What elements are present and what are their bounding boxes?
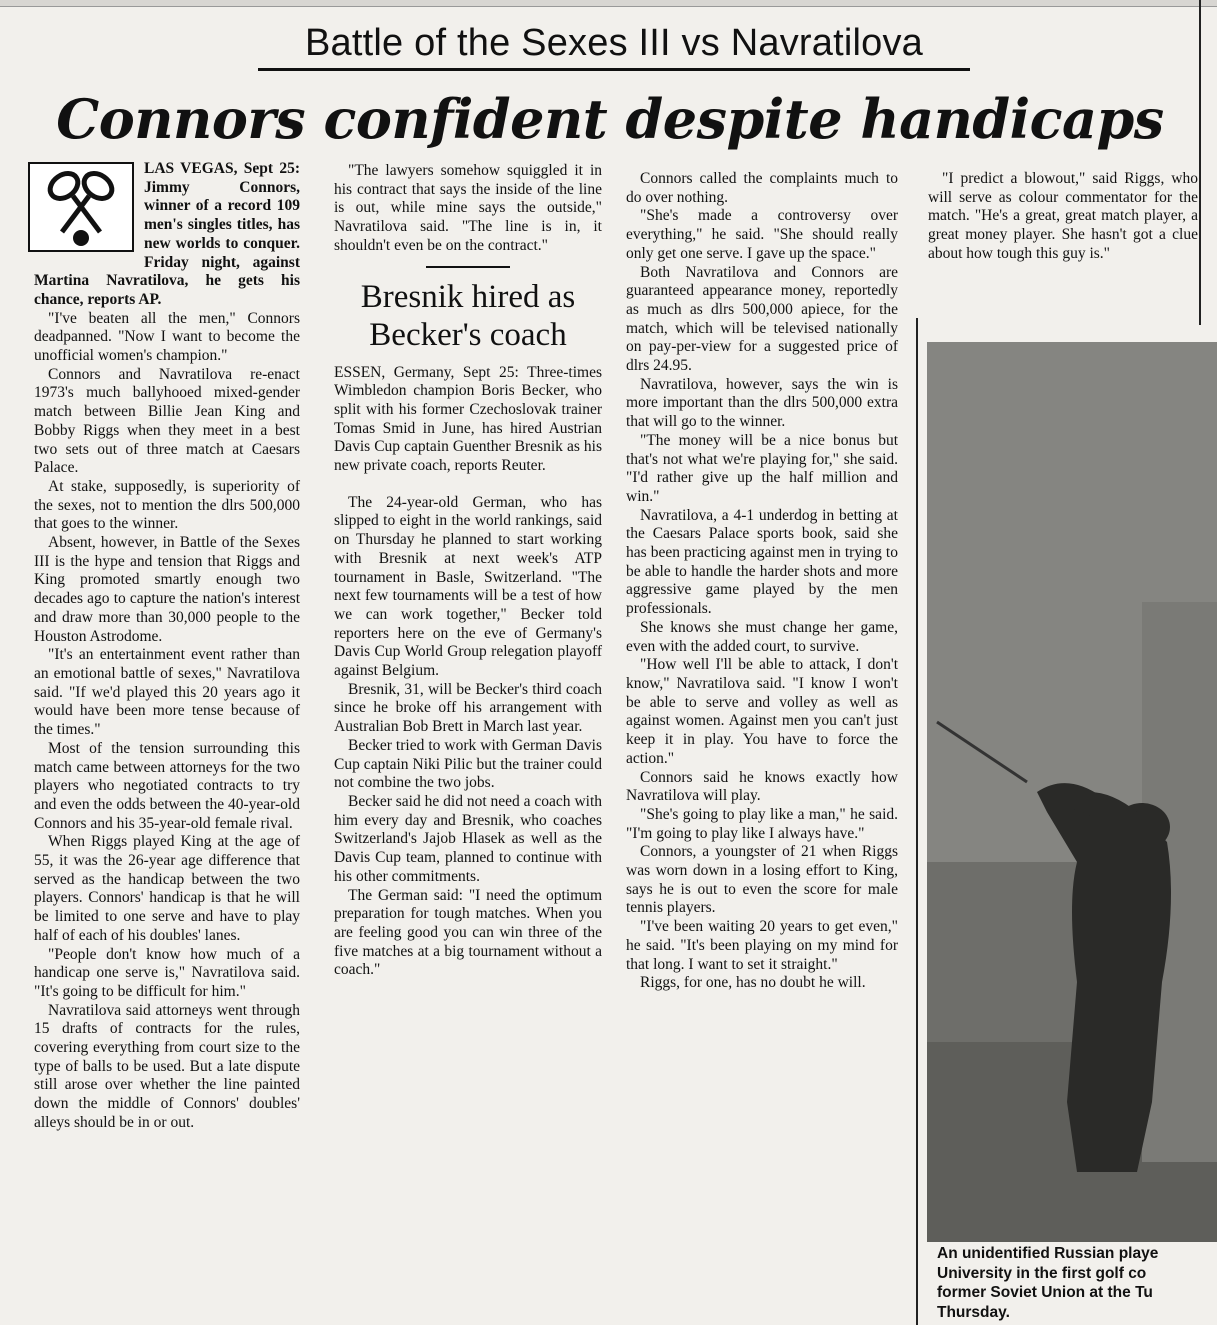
paragraph: "The money will be a nice bonus but that's not what we're playing for," she said. "I'd rather give up the half million and win." — [626, 431, 898, 505]
paragraph: Navratilova, however, says the win is more important than the dlrs 500,000 extra that will go to the winner. — [626, 375, 898, 431]
paragraph: At stake, supposedly, is superiority of the sexes, not to mention the dlrs 500,000 that goes to the winner. — [34, 477, 300, 533]
paragraph: "People don't know how much of a handicap one serve is," Navratilova said. "It's going to be difficult for him." — [34, 945, 300, 1000]
paragraph: Becker tried to work with German Davis Cup captain Niki Pilic but the trainer could not combine the two jobs. — [334, 736, 602, 792]
secondary-headline: Bresnik hired as Becker's coach — [360, 278, 576, 353]
kicker-headline: Battle of the Sexes III vs Navratilova — [258, 18, 970, 71]
paragraph: The 24-year-old German, who has slipped to eight in the world rankings, said on Thursday he planned to start working with Bresnik at next week's ATP tournament in Basle, Switzerland. "The next few tournaments will be a test of how we can work together," Becker told reporters here on the eve of Germany's Davis Cup World Group relegation playoff against Belgium. — [334, 493, 602, 680]
story-column-2 — [334, 162, 602, 980]
paragraph: "The lawyers somehow squiggled it in his contract that says the inside of the line is out, while mine says the outside," Navratilova said. "The line is in, it shouldn't even be on the contract." — [334, 162, 602, 254]
paragraph: Becker said he did not need a coach with him every day and Bresnik, who coaches Switzerland's Jajob Hlasek as well as the Davis Cup team, planned to continue with his other commitments. — [334, 792, 602, 885]
lede: Three-times Wimbledon champion Boris Becker, who split with his former Czechoslovak trainer Tomas Smid in June, has hired Austrian Davis Cup captain Guenther Bresnik as his new private coach, reports Reuter. — [334, 363, 602, 475]
paragraph: "It's an entertainment event rather than an emotional battle of sexes," Navratilova said. "If we'd played this 20 years ago it would have been more tense because of the times." — [34, 646, 300, 739]
golfer-photo — [927, 342, 1217, 1242]
lede: Jimmy Connors, winner of a record 109 men's singles titles, has new worlds to conquer. Friday night, against Martina Navratilova, he gets his chance, reports AP. — [34, 178, 300, 308]
column-divider — [1199, 0, 1201, 325]
paragraph: Navratilova said attorneys went through 15 drafts of contracts for the rules, covering everything from court size to the type of balls to be used. But a late dispute still arose over whether the line painted down the middle of Connors' doubles' alleys should be in or out. — [34, 1001, 300, 1131]
paragraph: "She's made a controversy over everything," he said. "She should really only get one serve. I gave up the space." — [626, 207, 898, 262]
paragraph: Connors, a youngster of 21 when Riggs was worn down in a losing effort to King, says he is out to even the score for male tennis players. — [626, 843, 898, 917]
tennis-rackets-icon — [28, 162, 134, 252]
paragraph: "I predict a blowout," said Riggs, who will serve as colour commentator for the match. "He's a great, great match player, a great money player. She hasn't got a clue about how tough this guy is." — [928, 170, 1198, 262]
paragraph: Most of the tension surrounding this match came between attorneys for the two players who negotiated contracts to try and even the odds between the 40-year-old Connors and his 35-year-old female rival. — [34, 739, 300, 832]
photo-caption: An unidentified Russian playe University in the first golf co former Soviet Union at the Tu Thursday. — [937, 1245, 1159, 1321]
paragraph: "I've beaten all the men," Connors deadpanned. "Now I want to become the unofficial women's champion." — [34, 309, 300, 365]
paragraph: "How well I'll be able to attack, I don't know," Navratilova said. "I know I won't be able to serve and volley as well as against women. Against men you can't just keep it in play. You have to force the action." — [626, 656, 898, 767]
dateline: LAS VEGAS, Sept 25: — [144, 160, 300, 177]
paragraph: Absent, however, in Battle of the Sexes III is the hype and tension that Riggs and King promoted smartly enough two decades ago to capture the nation's interest and draw more than 30,000 people to the Houston Astrodome. — [34, 534, 300, 645]
paragraph: The German said: "I need the optimum preparation for tough matches. When you are feeling good you can win three of the five matches at a big tournament without a coach." — [334, 886, 602, 979]
story-column-3 — [626, 170, 898, 993]
story-column-1 — [34, 160, 300, 1133]
paragraph: Both Navratilova and Connors are guaranteed appearance money, reportedly as much as dlrs 500,000 apiece, for the match, which will be televised nationally on pay-per-view for a suggested price of dlrs 24.95. — [626, 263, 898, 375]
main-headline: Connors confident despite handicaps — [56, 87, 1164, 151]
page-top-rule — [0, 0, 1217, 7]
paragraph: Connors called the complaints much to do over nothing. — [626, 170, 898, 206]
paragraph: She knows she must change her game, even with the added court, to survive. — [626, 618, 898, 655]
paragraph: When Riggs played King at the age of 55, it was the 26-year age difference that served as the handicap between the two players. Connors' handicap is that he will be limited to one serve and have to play half of each of his doubles' lanes. — [34, 833, 300, 944]
paragraph: Bresnik, 31, will be Becker's third coach since he broke off his arrangement with Australian Bob Brett in March last year. — [334, 680, 602, 736]
story-column-4 — [928, 170, 1198, 264]
paragraph: Riggs, for one, has no doubt he will. — [640, 974, 866, 992]
story-separator — [426, 266, 510, 268]
dateline: ESSEN, Germany, Sept 25: — [334, 363, 519, 381]
paragraph: Connors and Navratilova re-enact 1973's much ballyhooed mixed-gender match between Billie Jean King and Bobby Riggs when they meet in a best two sets out of three match at Caesars Palace. — [34, 365, 300, 477]
paragraph: "She's going to play like a man," he said. "I'm going to play like I always have." — [626, 805, 898, 842]
photo-divider — [916, 318, 918, 1325]
paragraph: Navratilova, a 4-1 underdog in betting at the Caesars Palace sports book, said she has been practicing against men in trying to be able to handle the harder shots and more aggressive game played by the men professionals. — [626, 506, 898, 618]
paragraph: Connors said he knows exactly how Navratilova will play. — [626, 768, 898, 805]
paragraph: "I've been waiting 20 years to get even," he said. "It's been playing on my mind for that long. I want to set it straight." — [626, 918, 898, 973]
